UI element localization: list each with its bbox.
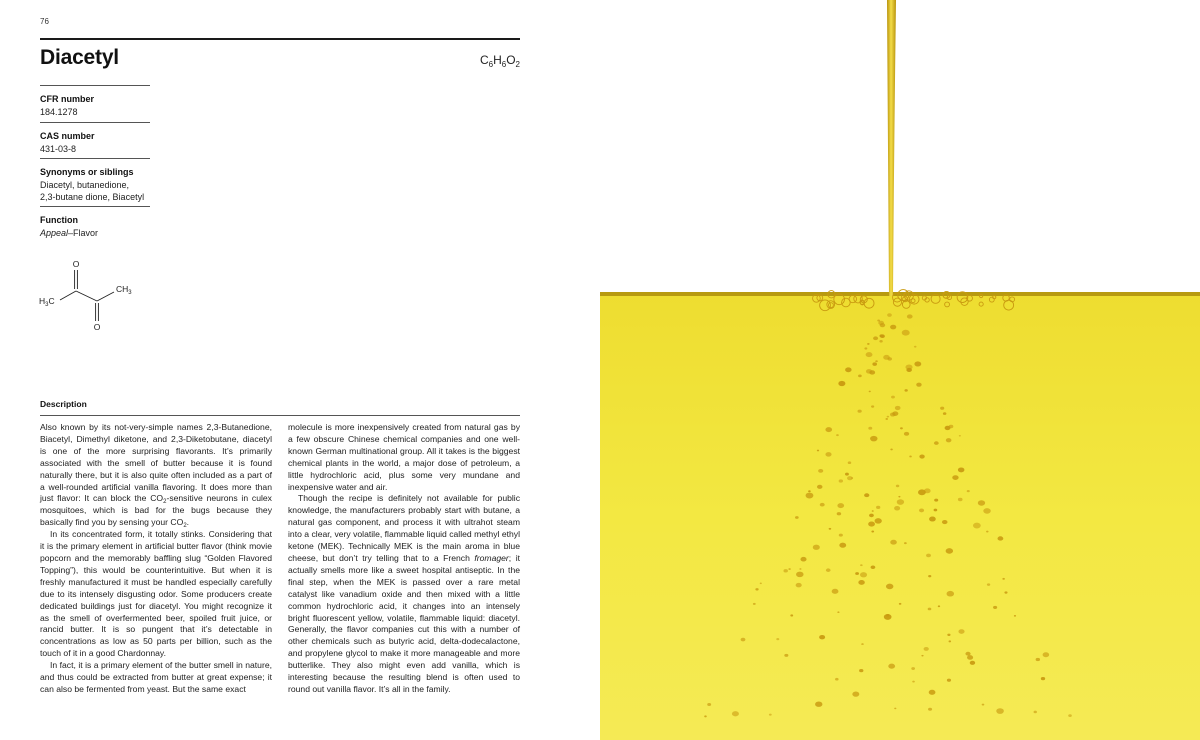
bubble [836, 434, 839, 436]
function-type: –Flavor [68, 228, 99, 238]
page-number: 76 [40, 17, 49, 26]
bubble [942, 520, 947, 524]
bubble [928, 575, 931, 577]
bubble [760, 583, 762, 585]
meta-rule [40, 206, 150, 207]
bubble [871, 531, 874, 533]
bubble [868, 521, 875, 526]
bubble [788, 568, 791, 570]
bubble [958, 629, 964, 634]
bubble [919, 455, 924, 459]
bubble [876, 506, 880, 509]
bubble [829, 528, 832, 530]
bubble [914, 361, 921, 366]
bubble [914, 346, 916, 348]
function-label: Function [40, 215, 78, 225]
bubble [839, 479, 843, 482]
bubble [898, 496, 900, 498]
text-column-1 [40, 422, 272, 696]
bubble [818, 469, 823, 473]
oxygen-top-label: O [72, 259, 80, 269]
photo-page [600, 0, 1200, 740]
methyl-right-label: $CH_3$ [116, 284, 132, 296]
bubble [835, 678, 838, 681]
bubble [859, 669, 863, 672]
bubble [845, 367, 851, 372]
bubble [873, 336, 878, 340]
bubble [934, 509, 938, 512]
bubble [904, 432, 909, 436]
bubble [970, 661, 975, 665]
bubble [904, 389, 907, 392]
bubble [879, 334, 883, 337]
bubble [858, 410, 862, 413]
bubble [959, 435, 961, 437]
bubble [852, 692, 859, 697]
bubble [888, 664, 895, 669]
bubble [837, 611, 839, 613]
bubble [1034, 711, 1037, 714]
bubble [1014, 615, 1016, 617]
bubble [943, 412, 946, 415]
bubble [877, 319, 880, 321]
bubble [875, 360, 878, 362]
bubble [864, 493, 869, 497]
bubble [707, 703, 711, 706]
bubble [982, 704, 985, 706]
cfr-value: 184.1278 [40, 107, 78, 117]
bubble [884, 614, 892, 620]
bubble [911, 667, 915, 670]
bubble [895, 406, 901, 410]
bubble [947, 591, 954, 597]
paragraph-2: In its concentrated form, it totally stinks. Considering that it is the primary element in artificial butter flavor (think movie popcorn and the memorably baffling slug “Golden Flavored Topping”), this would be counterintuitive. But when it is freshly manufactured it must be handled especially carefully due to its intensely disgusting odor. Some producers create dedicated buildings just for diacetyl. You might recognize it as the smell of overfermented beer, spoiled fruit juice, or rancid butter. It is so pungent that it’s detectable in concentrations as low as 50 parts per billion, such as the touch of it in a good Chardonnay. [40, 529, 272, 659]
bubble [906, 368, 912, 372]
bubble [861, 643, 864, 645]
bubble [753, 603, 756, 605]
bubble [912, 681, 915, 683]
bubble [886, 584, 893, 590]
bubble [924, 488, 931, 493]
bubble [872, 362, 877, 365]
bubble [946, 548, 953, 554]
bubble [815, 701, 822, 706]
function-value [40, 227, 150, 239]
bubble [967, 655, 973, 660]
bubble [926, 554, 931, 558]
bubble [872, 510, 874, 512]
bubble [924, 647, 929, 651]
paragraph-3: In fact, it is a primary element of the butter smell in nature, and thus could be extracted from butter at great expense; it can also be fermented from yeast. But the same exact [40, 660, 272, 694]
bond [60, 291, 76, 300]
bubble [929, 690, 936, 695]
bubble [769, 714, 772, 716]
bubble [796, 572, 803, 578]
synonyms-label: Synonyms or siblings [40, 167, 134, 177]
page-title: Diacetyl [40, 46, 119, 69]
cas-block [40, 122, 150, 155]
bubble [869, 391, 871, 393]
bubble [845, 473, 849, 476]
text-column-2 [288, 422, 520, 696]
bubble [825, 427, 832, 432]
bubble [890, 325, 896, 330]
bubble [890, 448, 892, 450]
description-rule [40, 415, 520, 416]
bubble [817, 485, 822, 489]
bubble [928, 708, 932, 711]
bubble [866, 369, 872, 374]
bubble [848, 461, 851, 464]
bubble [940, 407, 944, 410]
synonyms-line-2: 2,3-butane dione, Biacetyl [40, 192, 145, 202]
bubble [965, 652, 970, 656]
bubble [838, 381, 845, 386]
bubble [978, 500, 985, 505]
pouring-stream [887, 0, 896, 296]
bubble [894, 708, 896, 710]
bubble [871, 405, 874, 407]
bubble [732, 711, 739, 716]
bubble [902, 330, 910, 336]
meta-rule [40, 158, 150, 159]
function-category: Appeal [40, 228, 69, 238]
bubble [867, 343, 870, 345]
synonyms-block [40, 158, 150, 203]
bubble [1068, 714, 1072, 717]
bubble [800, 557, 806, 562]
bubble [704, 715, 707, 717]
bubble [967, 490, 970, 492]
meta-rule [40, 122, 150, 123]
bubble [832, 589, 839, 594]
bubble [987, 583, 990, 585]
bubble [996, 708, 1004, 714]
bubble [755, 588, 758, 590]
bubble [934, 441, 939, 445]
cas-label: CAS number [40, 131, 95, 141]
bubble [887, 313, 892, 317]
chemical-formula: $C_6H_6O_2$ [479, 53, 520, 69]
bubble [894, 506, 900, 511]
bubble [1041, 677, 1045, 680]
bubble [871, 565, 876, 569]
bubble [904, 542, 907, 544]
bubble [817, 450, 819, 452]
cfr-block [40, 85, 150, 118]
structural-formula-diagram [38, 255, 148, 335]
bubble [997, 536, 1003, 540]
bubble [1043, 652, 1050, 657]
bubble [934, 499, 938, 502]
bubble [891, 396, 895, 399]
bubble [813, 545, 820, 550]
bubble [741, 638, 746, 642]
liquid-body [600, 294, 1200, 740]
bubble [919, 509, 924, 513]
bubble [949, 640, 952, 642]
bubble [870, 436, 877, 442]
bubble [799, 568, 801, 570]
bubble [909, 456, 912, 458]
bubble [825, 452, 831, 457]
bubble [885, 418, 888, 420]
bubble [868, 427, 872, 430]
cfr-label: CFR number [40, 94, 94, 104]
bubble [795, 516, 799, 519]
bubble [952, 475, 958, 480]
bubble [986, 531, 989, 533]
bubble [806, 493, 814, 499]
bubble [864, 347, 867, 349]
function-block [40, 206, 150, 239]
bubble [947, 634, 950, 636]
bubble [819, 635, 825, 639]
bubble [890, 540, 897, 545]
bubble [879, 340, 882, 343]
bond [97, 292, 114, 301]
bubble [866, 352, 873, 357]
bubble [1002, 578, 1005, 580]
bubble [869, 514, 874, 518]
bubble [958, 498, 963, 501]
bubble [1036, 658, 1040, 661]
paragraph-1: Also known by its not-very-simple names 2,3-Butanedione, Biacetyl, Dimethyl diketone, and 2,3-Diketobutane, diacetyl is one of the more surprising flavorants. It’s primarily associated with the smell of butter because it is found naturally there, but it is also quite often included as a part of a well-rounded artificial vanilla flavoring. It does more than just flavor: It can block the $CO_2$-sensitive neurons in culex mosquitoes, which is bad for the bugs because they basically find you by sensing your $CO_2$. [40, 422, 272, 530]
bubble [837, 503, 844, 508]
bubble [783, 569, 787, 572]
description-heading: Description [40, 399, 87, 409]
bubble [973, 523, 981, 529]
bubble [993, 606, 997, 609]
bubble [928, 608, 932, 611]
bubble [796, 583, 802, 588]
bubble [887, 416, 889, 418]
cas-value: 431-03-8 [40, 144, 77, 154]
bubble [875, 518, 882, 523]
bubble [860, 564, 863, 566]
bubble [883, 355, 890, 360]
bubble [929, 517, 936, 522]
pouring-liquid-photo [600, 0, 1200, 740]
bubble [916, 383, 921, 387]
bubble [958, 467, 965, 472]
bubble [921, 655, 923, 657]
header-rule [40, 38, 520, 40]
bubble [1004, 591, 1007, 593]
bubble [776, 638, 779, 640]
bubble [808, 490, 811, 492]
bubble [837, 512, 841, 515]
bubble [790, 614, 793, 616]
bubble [784, 654, 788, 657]
bubble [892, 411, 898, 416]
bubble [983, 508, 990, 514]
bubble [896, 485, 899, 488]
bubble [947, 679, 951, 682]
meta-rule [40, 85, 150, 86]
bubble [847, 476, 853, 480]
bubble [855, 572, 859, 575]
bubble [860, 572, 867, 577]
bubble [907, 314, 913, 318]
bubble [858, 580, 865, 585]
methyl-left-label: $H_3C$ [39, 296, 55, 308]
synonyms-line-1: Diacetyl, butanedione, [40, 180, 130, 190]
bubble [839, 534, 843, 537]
oxygen-bottom-label: O [93, 322, 101, 332]
bubble [880, 323, 885, 327]
bubble [900, 427, 903, 429]
bond [76, 291, 97, 301]
paragraph-4: molecule is more inexpensively created from natural gas by a few obscure Chinese chemical companies and one well-known German multinational group. All it takes is the biggest chemical plants in the world, a major dose of petroleum, a little hydrochloric acid, plus some very mundane and inexpensive water and air. [288, 422, 520, 492]
bubble [938, 605, 940, 607]
bubble [949, 425, 954, 428]
bubble [826, 568, 831, 572]
bubble [899, 603, 902, 605]
bubble [820, 503, 825, 507]
bubble [858, 375, 862, 378]
bubble [946, 438, 952, 442]
paragraph-5: Though the recipe is definitely not available for public knowledge, the manufacturers probably start with butane, a natural gas component, and process it with ultrahot steam into a clear, very volatile, flammable liquid called methyl ethyl ketone (MEK). Technically MEK is the main aroma in blue cheese, but don’t try telling that to a French fromager; it actually smells more like a sweet hospital antiseptic. In the final step, when the MEK is passed over a rare metal catalyst like vanadium oxide and then mixed with a little common hydrochloric acid, it changes into an intensely bright fluorescent yellow, volatile, flammable liquid: diacetyl. Generally, the flavor companies cut this with a number of other chemicals such as butyric acid, delta-dodecalactone, and propylene glycol to make it more manageable and more butterlike. They also might even add vanilla, which is interesting because the resulting blend is often used to round out vanilla flavor. It’s all in the family. [288, 493, 521, 694]
bubble [897, 499, 904, 505]
bubble [839, 543, 846, 548]
